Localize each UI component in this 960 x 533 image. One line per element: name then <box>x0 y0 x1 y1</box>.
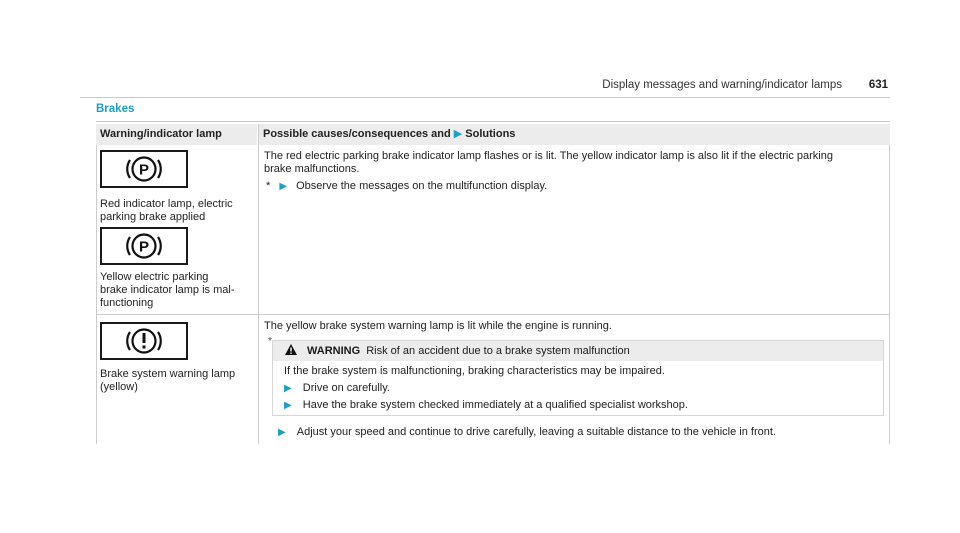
step-arrow-icon: ▶ <box>279 181 288 192</box>
lamp3-caption-line1: Brake system warning lamp <box>100 368 236 380</box>
lamp2-caption <box>100 271 235 310</box>
warning-header <box>273 341 883 361</box>
column-header-causes-label: Possible causes/consequences and <box>263 128 451 140</box>
footnote-star-2: * <box>268 336 272 347</box>
footnote-star: * <box>266 180 271 192</box>
warning-text: If the brake system is malfunctioning, braking characteristics may be impaired. <box>284 365 665 377</box>
svg-text:P: P <box>138 238 150 256</box>
lamp-table <box>96 124 890 444</box>
warning-step-1 <box>284 382 390 395</box>
row1-description <box>264 150 884 176</box>
solutions-arrow-icon: ▶ <box>453 128 463 140</box>
row1-desc-line1: The red electric parking brake indicator lamp flashes or is lit. The yellow indicator lamp is also lit if the electric parking <box>264 150 833 162</box>
header-rule <box>80 97 890 98</box>
page-header-text: Display messages and warning/indicator lamps <box>602 79 842 91</box>
row1-desc-line2: brake malfunctions. <box>264 163 360 175</box>
warning-step-2-text: Have the brake system checked immediately at a qualified specialist workshop. <box>302 399 688 411</box>
warning-triangle-icon <box>285 341 297 361</box>
row1-step <box>266 180 547 193</box>
step-arrow-icon: ▶ <box>278 427 286 438</box>
lamp2-caption-line3: functioning <box>100 297 154 309</box>
lamp1-caption <box>100 198 233 224</box>
step-arrow-icon: ▶ <box>284 400 292 411</box>
table-border-right <box>889 124 890 444</box>
lamp1-caption-line2: parking brake applied <box>100 211 206 223</box>
lamp3-caption <box>100 368 235 394</box>
section-title: Brakes <box>96 103 135 115</box>
warning-label: WARNING <box>307 345 361 357</box>
column-header-lamp-label: Warning/indicator lamp <box>100 128 222 140</box>
warning-title: Risk of an accident due to a brake system malfunction <box>366 345 630 357</box>
row1-step-text: Observe the messages on the multifunction display. <box>296 180 548 192</box>
warning-step-2 <box>284 399 688 412</box>
row-separator <box>96 314 890 315</box>
lamp2-caption-line2: brake indicator lamp is mal- <box>100 284 235 296</box>
section-rule <box>96 121 890 122</box>
parking-brake-yellow-lamp-icon <box>100 227 188 265</box>
brake-system-warning-lamp-icon <box>100 322 188 360</box>
row2-description: The yellow brake system warning lamp is lit while the engine is running. <box>264 320 612 332</box>
lamp2-caption-line1: Yellow electric parking <box>100 271 209 283</box>
table-border-left <box>96 124 97 444</box>
row2-final-step-text: Adjust your speed and continue to drive carefully, leaving a suitable distance to the vehicle in front. <box>296 426 776 438</box>
column-header-causes <box>259 124 890 145</box>
table-border-middle <box>258 124 259 444</box>
warning-step-1-text: Drive on carefully. <box>302 382 390 394</box>
step-arrow-icon: ▶ <box>284 383 292 394</box>
page-number: 631 <box>868 79 888 91</box>
warning-box <box>272 340 884 416</box>
svg-text:P: P <box>138 161 150 179</box>
parking-brake-red-lamp-icon <box>100 150 188 188</box>
row2-final-step <box>278 426 776 439</box>
lamp3-caption-line2: (yellow) <box>100 381 138 393</box>
lamp1-caption-line1: Red indicator lamp, electric <box>100 198 233 210</box>
column-header-lamp <box>96 124 257 145</box>
column-header-solutions-label: Solutions <box>465 128 516 140</box>
